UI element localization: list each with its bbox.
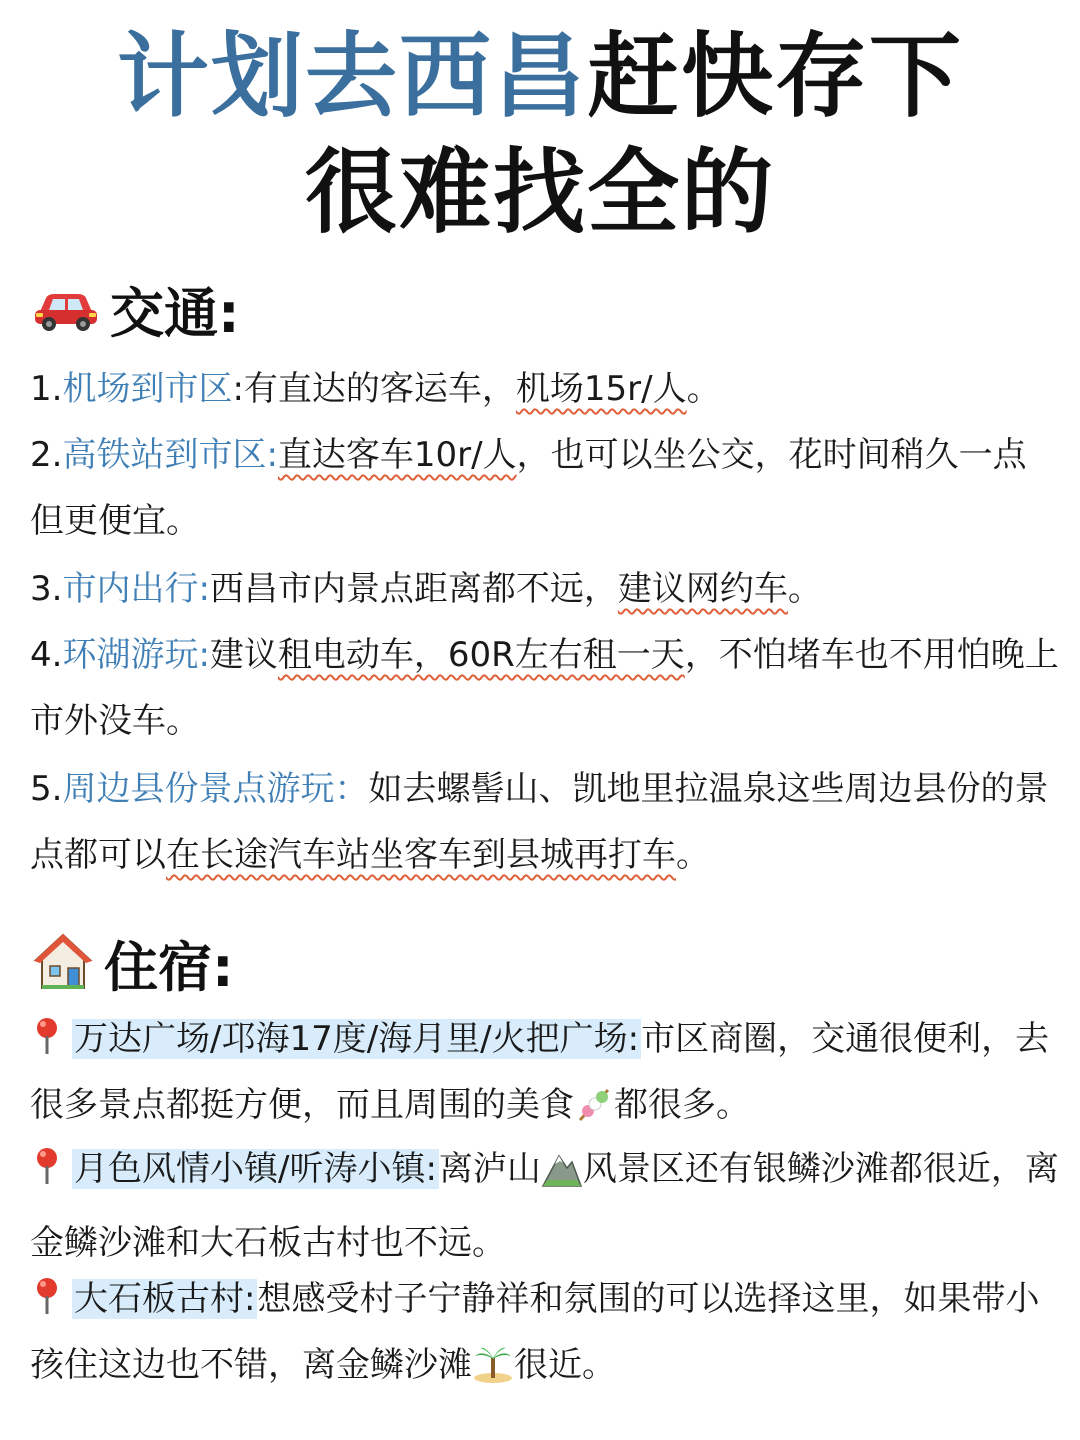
item-underlined: 在长途汽车站坐客车到县城再打车	[166, 835, 676, 875]
traffic-item-2	[30, 422, 1060, 554]
item-keyword: 高铁站到市区:	[62, 435, 278, 475]
item-text: 西昌市内景点距离都不远，	[209, 569, 618, 609]
item-text: 。	[787, 569, 822, 609]
item-number: 2.	[30, 435, 63, 475]
location-highlight: 月色风情小镇/听涛小镇:	[74, 1149, 437, 1189]
pin-icon	[30, 1012, 64, 1052]
beach-icon	[472, 1340, 514, 1406]
item-text: 市区商圈，交通很便利，去很多景点都挺方便，而且周围的美食	[30, 1019, 1050, 1125]
traffic-heading-text: 交通:	[110, 282, 240, 345]
item-underlined: 直达客车10r/人	[277, 435, 517, 475]
item-number: 1.	[30, 369, 63, 409]
item-keyword: 环湖游玩:	[62, 635, 210, 675]
item-text: 。	[676, 835, 710, 875]
location-highlight: 万达广场/邛海17度/海月里/火把广场:	[74, 1019, 640, 1059]
section-heading-stay	[32, 930, 234, 1006]
location-highlight: 大石板古村:	[74, 1279, 256, 1319]
item-number: 5.	[30, 769, 63, 809]
item-keyword: 周边县份景点游玩：	[62, 769, 369, 809]
item-colon: :	[232, 369, 244, 409]
pin-icon	[30, 1272, 64, 1312]
stay-heading-text: 住宿:	[104, 936, 234, 999]
mountain-icon	[541, 1144, 583, 1210]
stay-item-1	[30, 1006, 1060, 1146]
item-keyword: 市内出行:	[62, 569, 210, 609]
item-text: 建议	[209, 635, 278, 675]
item-text: 离泸山	[438, 1149, 541, 1189]
item-text: 想感受村子宁静祥和氛围的可以选择这里，如果带小孩住这边也不错，离金鳞沙滩	[30, 1279, 1040, 1385]
item-text: 有直达的客运车，	[243, 369, 516, 409]
item-text: 如去螺髻山、凯地里拉温泉这些周边县份的景点都可以	[30, 769, 1049, 875]
item-underlined: 机场15r/人	[515, 369, 687, 409]
page-title-line1	[0, 22, 1080, 132]
item-keyword: 机场到市区	[62, 369, 233, 409]
item-text: 。	[686, 369, 721, 409]
section-heading-traffic	[32, 282, 240, 346]
stay-item-3	[30, 1266, 1060, 1406]
item-text: 很近。	[514, 1345, 616, 1385]
item-text: ，不怕堵车也不用怕晚上市外没车。	[30, 635, 1059, 741]
item-underlined: 建议网约车	[617, 569, 788, 609]
car-icon	[32, 282, 100, 346]
traffic-item-1	[30, 356, 1060, 422]
page-title-line2: 很难找全的	[304, 139, 775, 246]
item-underlined: 租电动车，60R左右租一天	[277, 635, 685, 675]
traffic-item-4	[30, 622, 1060, 754]
house-icon	[32, 930, 94, 1006]
pin-icon	[30, 1142, 64, 1182]
stay-item-2	[30, 1136, 1060, 1276]
traffic-item-3	[30, 556, 1060, 622]
item-text: 风景区还有银鳞沙滩都很近，离金鳞沙滩和大石板古村也不远。	[30, 1149, 1059, 1263]
item-text: 都很多。	[614, 1085, 750, 1125]
item-number: 4.	[30, 635, 63, 675]
title-dark-text: 赶快存下	[587, 23, 964, 130]
traffic-item-5	[30, 756, 1060, 888]
item-number: 3.	[30, 569, 63, 609]
title-blue-text: 计划去西昌	[116, 23, 587, 130]
item-text: ，也可以坐公交，花时间稍久一点但更便宜。	[30, 435, 1027, 541]
